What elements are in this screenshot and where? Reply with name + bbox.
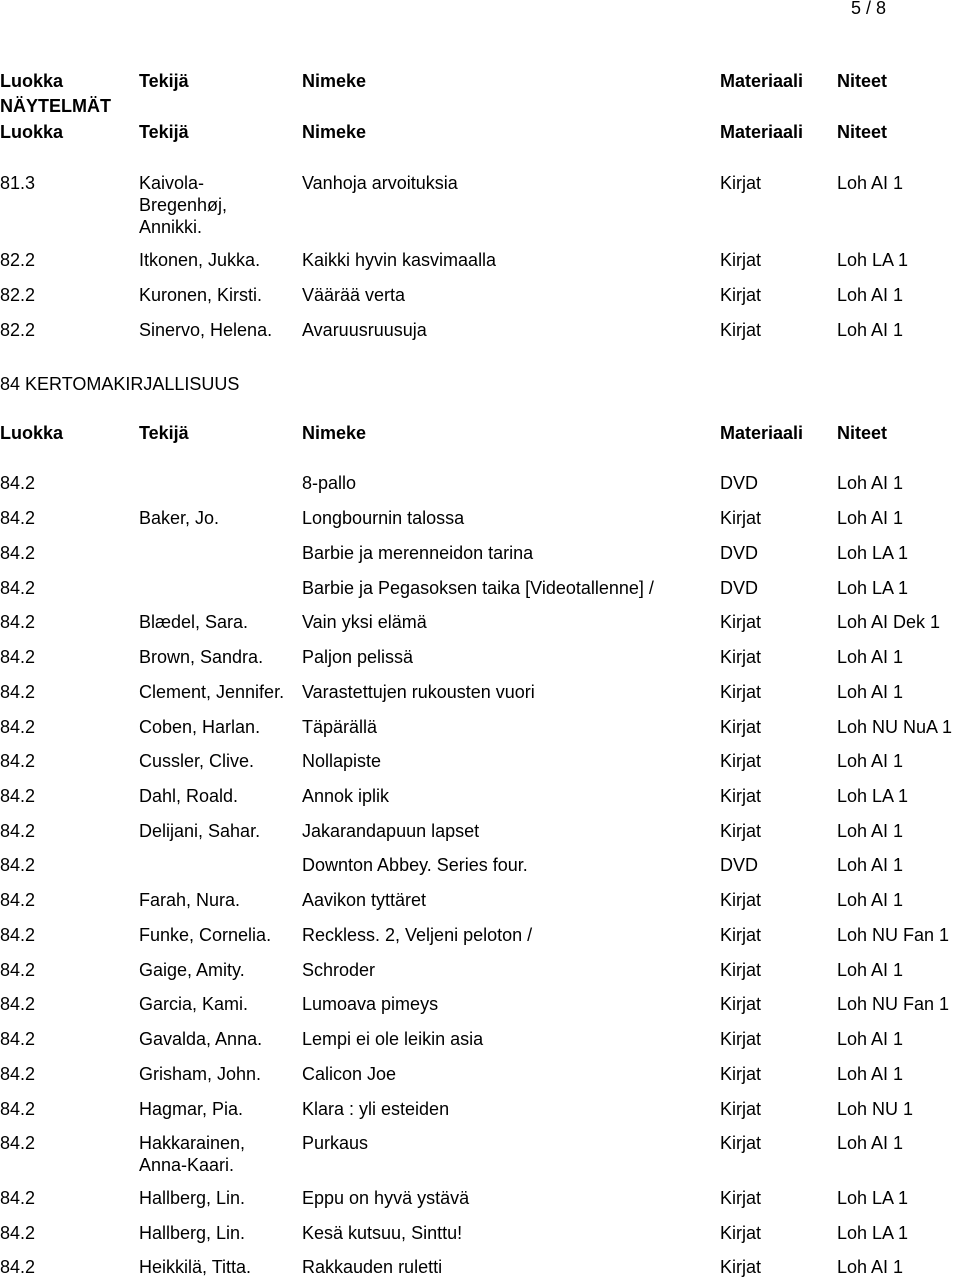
material-cell: Kirjat <box>720 1257 762 1277</box>
class-cell: 82.2 <box>0 285 36 305</box>
catalog-row <box>0 1132 960 1175</box>
class-cell: 84.2 <box>0 682 36 702</box>
class-cell: 84.2 <box>0 717 36 737</box>
material-cell: Kirjat <box>720 320 762 340</box>
class-cell: 84.2 <box>0 647 36 667</box>
author-cell: Brown, Sandra. <box>139 647 264 667</box>
catalog-row <box>0 1222 960 1244</box>
column-header-row <box>0 70 960 92</box>
author-cell: Kuronen, Kirsti. <box>139 285 263 305</box>
copies-cell: Loh LA 1 <box>837 786 909 806</box>
title-cell: Reckless. 2, Veljeni peloton / <box>302 925 533 945</box>
title-cell: Calicon Joe <box>302 1064 397 1084</box>
copies-cell: Loh AI 1 <box>837 751 904 771</box>
material-cell: Kirjat <box>720 925 762 945</box>
material-cell: Kirjat <box>720 250 762 270</box>
author-cell: Hakkarainen, Anna-Kaari. <box>139 1133 246 1175</box>
title-cell: Annok iplik <box>302 786 390 806</box>
catalog-row <box>0 889 960 911</box>
material-cell: Kirjat <box>720 682 762 702</box>
title-cell: Aavikon tyttäret <box>302 890 427 910</box>
title-cell: Kaikki hyvin kasvimaalla <box>302 250 497 270</box>
copies-cell: Loh LA 1 <box>837 1188 909 1208</box>
copies-cell: Loh LA 1 <box>837 250 909 270</box>
copies-cell: Loh LA 1 <box>837 543 909 563</box>
title-cell: Paljon pelissä <box>302 647 414 667</box>
material-cell: Kirjat <box>720 173 762 193</box>
copies-cell: Loh LA 1 <box>837 1223 909 1243</box>
class-cell: 84.2 <box>0 473 36 493</box>
catalog-row <box>0 959 960 981</box>
catalog-row <box>0 611 960 633</box>
copies-cell: Loh AI Dek 1 <box>837 612 941 632</box>
header-luokka: Luokka <box>0 423 64 443</box>
catalog-row <box>0 1187 960 1209</box>
catalog-row <box>0 750 960 772</box>
class-cell: 84.2 <box>0 1029 36 1049</box>
material-cell: Kirjat <box>720 508 762 528</box>
class-cell: 84.2 <box>0 1223 36 1243</box>
catalog-row <box>0 542 960 564</box>
title-cell: Longbournin talossa <box>302 508 465 528</box>
header-tekija: Tekijä <box>139 122 189 142</box>
column-header-row <box>0 121 960 143</box>
author-cell: Grisham, John. <box>139 1064 262 1084</box>
copies-cell: Loh AI 1 <box>837 508 904 528</box>
header-tekija: Tekijä <box>139 71 189 91</box>
author-cell: Garcia, Kami. <box>139 994 249 1014</box>
catalog-row <box>0 820 960 842</box>
author-cell: Blædel, Sara. <box>139 612 249 632</box>
title-cell: Lumoava pimeys <box>302 994 439 1014</box>
class-cell: 84.2 <box>0 612 36 632</box>
header-niteet: Niteet <box>837 122 888 142</box>
copies-cell: Loh NU NuA 1 <box>837 717 953 737</box>
class-cell: 81.3 <box>0 173 36 193</box>
catalog-row <box>0 249 960 271</box>
class-cell: 84.2 <box>0 890 36 910</box>
material-cell: Kirjat <box>720 285 762 305</box>
author-cell: Heikkilä, Titta. <box>139 1257 252 1277</box>
class-cell: 84.2 <box>0 925 36 945</box>
material-cell: Kirjat <box>720 960 762 980</box>
material-cell: Kirjat <box>720 994 762 1014</box>
author-cell: Itkonen, Jukka. <box>139 250 261 270</box>
material-cell: Kirjat <box>720 1064 762 1084</box>
catalog-row <box>0 924 960 946</box>
copies-cell: Loh NU Fan 1 <box>837 994 950 1014</box>
copies-cell: Loh NU 1 <box>837 1099 914 1119</box>
material-cell: Kirjat <box>720 1188 762 1208</box>
title-cell: Downton Abbey. Series four. <box>302 855 528 875</box>
copies-cell: Loh AI 1 <box>837 821 904 841</box>
material-cell: DVD <box>720 543 759 563</box>
header-niteet: Niteet <box>837 423 888 443</box>
copies-cell: Loh LA 1 <box>837 578 909 598</box>
column-header-row <box>0 422 960 444</box>
catalog-row <box>0 1063 960 1085</box>
copies-cell: Loh AI 1 <box>837 1029 904 1049</box>
title-cell: Avaruusruusuja <box>302 320 427 340</box>
title-cell: Eppu on hyvä ystävä <box>302 1188 470 1208</box>
section-heading-kertomakirjallisuus: 84 KERTOMAKIRJALLISUUS <box>0 374 240 394</box>
material-cell: Kirjat <box>720 647 762 667</box>
author-cell: Delijani, Sahar. <box>139 821 261 841</box>
author-cell: Baker, Jo. <box>139 508 220 528</box>
title-cell: Lempi ei ole leikin asia <box>302 1029 484 1049</box>
title-cell: Barbie ja Pegasoksen taika [Videotallenne] / <box>302 578 654 598</box>
title-cell: Väärää verta <box>302 285 406 305</box>
copies-cell: Loh NU Fan 1 <box>837 925 950 945</box>
header-luokka: Luokka <box>0 122 64 142</box>
class-cell: 84.2 <box>0 786 36 806</box>
title-cell: Rakkauden ruletti <box>302 1257 443 1277</box>
header-nimeke: Nimeke <box>302 423 367 443</box>
class-cell: 84.2 <box>0 1064 36 1084</box>
author-cell: Dahl, Roald. <box>139 786 239 806</box>
class-cell: 84.2 <box>0 960 36 980</box>
class-cell: 84.2 <box>0 578 36 598</box>
header-materiaali: Materiaali <box>720 122 804 142</box>
copies-cell: Loh AI 1 <box>837 1064 904 1084</box>
material-cell: Kirjat <box>720 1099 762 1119</box>
material-cell: Kirjat <box>720 717 762 737</box>
title-cell: Barbie ja merenneidon tarina <box>302 543 534 563</box>
copies-cell: Loh AI 1 <box>837 320 904 340</box>
catalog-row <box>0 284 960 306</box>
material-cell: Kirjat <box>720 1133 762 1153</box>
title-cell: Jakarandapuun lapset <box>302 821 480 841</box>
author-cell: Hagmar, Pia. <box>139 1099 244 1119</box>
class-cell: 84.2 <box>0 751 36 771</box>
title-cell: Varastettujen rukousten vuori <box>302 682 535 702</box>
catalog-row <box>0 1028 960 1050</box>
class-cell: 84.2 <box>0 1133 36 1153</box>
class-cell: 82.2 <box>0 250 36 270</box>
catalog-row <box>0 319 960 341</box>
title-cell: Vanhoja arvoituksia <box>302 173 458 193</box>
class-cell: 84.2 <box>0 508 36 528</box>
catalog-row <box>0 472 960 494</box>
material-cell: DVD <box>720 855 759 875</box>
copies-cell: Loh AI 1 <box>837 960 904 980</box>
header-materiaali: Materiaali <box>720 71 804 91</box>
material-cell: Kirjat <box>720 751 762 771</box>
catalog-row <box>0 785 960 807</box>
class-cell: 82.2 <box>0 320 36 340</box>
material-cell: Kirjat <box>720 1029 762 1049</box>
copies-cell: Loh AI 1 <box>837 682 904 702</box>
copies-cell: Loh AI 1 <box>837 1133 904 1153</box>
material-cell: DVD <box>720 578 759 598</box>
class-cell: 84.2 <box>0 1099 36 1119</box>
section-heading-naytelmat: NÄYTELMÄT <box>0 96 111 116</box>
author-cell: Coben, Harlan. <box>139 717 261 737</box>
title-cell: Täpärällä <box>302 717 378 737</box>
material-cell: Kirjat <box>720 1223 762 1243</box>
copies-cell: Loh AI 1 <box>837 855 904 875</box>
class-cell: 84.2 <box>0 1188 36 1208</box>
catalog-row <box>0 854 960 876</box>
material-cell: DVD <box>720 473 759 493</box>
header-nimeke: Nimeke <box>302 71 367 91</box>
catalog-row <box>0 172 960 237</box>
title-cell: Schroder <box>302 960 376 980</box>
copies-cell: Loh AI 1 <box>837 285 904 305</box>
page-number: 5 / 8 <box>851 0 887 18</box>
class-cell: 84.2 <box>0 821 36 841</box>
material-cell: Kirjat <box>720 786 762 806</box>
title-cell: Purkaus <box>302 1133 369 1153</box>
title-cell: Vain yksi elämä <box>302 612 427 632</box>
copies-cell: Loh AI 1 <box>837 173 904 193</box>
copies-cell: Loh AI 1 <box>837 647 904 667</box>
author-cell: Farah, Nura. <box>139 890 241 910</box>
catalog-row <box>0 646 960 668</box>
author-cell: Sinervo, Helena. <box>139 320 273 340</box>
title-cell: Kesä kutsuu, Sinttu! <box>302 1223 463 1243</box>
author-cell: Hallberg, Lin. <box>139 1223 246 1243</box>
catalog-row <box>0 577 960 599</box>
author-cell: Hallberg, Lin. <box>139 1188 246 1208</box>
title-cell: Klara : yli esteiden <box>302 1099 450 1119</box>
header-tekija: Tekijä <box>139 423 189 443</box>
title-cell: Nollapiste <box>302 751 382 771</box>
catalog-row <box>0 993 960 1015</box>
catalog-row <box>0 681 960 703</box>
material-cell: Kirjat <box>720 890 762 910</box>
copies-cell: Loh AI 1 <box>837 1257 904 1277</box>
author-cell: Clement, Jennifer. <box>139 682 285 702</box>
header-materiaali: Materiaali <box>720 423 804 443</box>
header-luokka: Luokka <box>0 71 64 91</box>
header-niteet: Niteet <box>837 71 888 91</box>
material-cell: Kirjat <box>720 821 762 841</box>
author-cell: Kaivola- Bregenhøj, Annikki. <box>139 173 228 237</box>
copies-cell: Loh AI 1 <box>837 473 904 493</box>
catalog-row <box>0 1256 960 1278</box>
class-cell: 84.2 <box>0 855 36 875</box>
catalog-row <box>0 716 960 738</box>
class-cell: 84.2 <box>0 994 36 1014</box>
author-cell: Funke, Cornelia. <box>139 925 272 945</box>
author-cell: Gavalda, Anna. <box>139 1029 263 1049</box>
class-cell: 84.2 <box>0 543 36 563</box>
class-cell: 84.2 <box>0 1257 36 1277</box>
catalog-row <box>0 507 960 529</box>
author-cell: Gaige, Amity. <box>139 960 245 980</box>
header-nimeke: Nimeke <box>302 122 367 142</box>
material-cell: Kirjat <box>720 612 762 632</box>
copies-cell: Loh AI 1 <box>837 890 904 910</box>
title-cell: 8-pallo <box>302 473 357 493</box>
catalog-row <box>0 1098 960 1120</box>
author-cell: Cussler, Clive. <box>139 751 255 771</box>
